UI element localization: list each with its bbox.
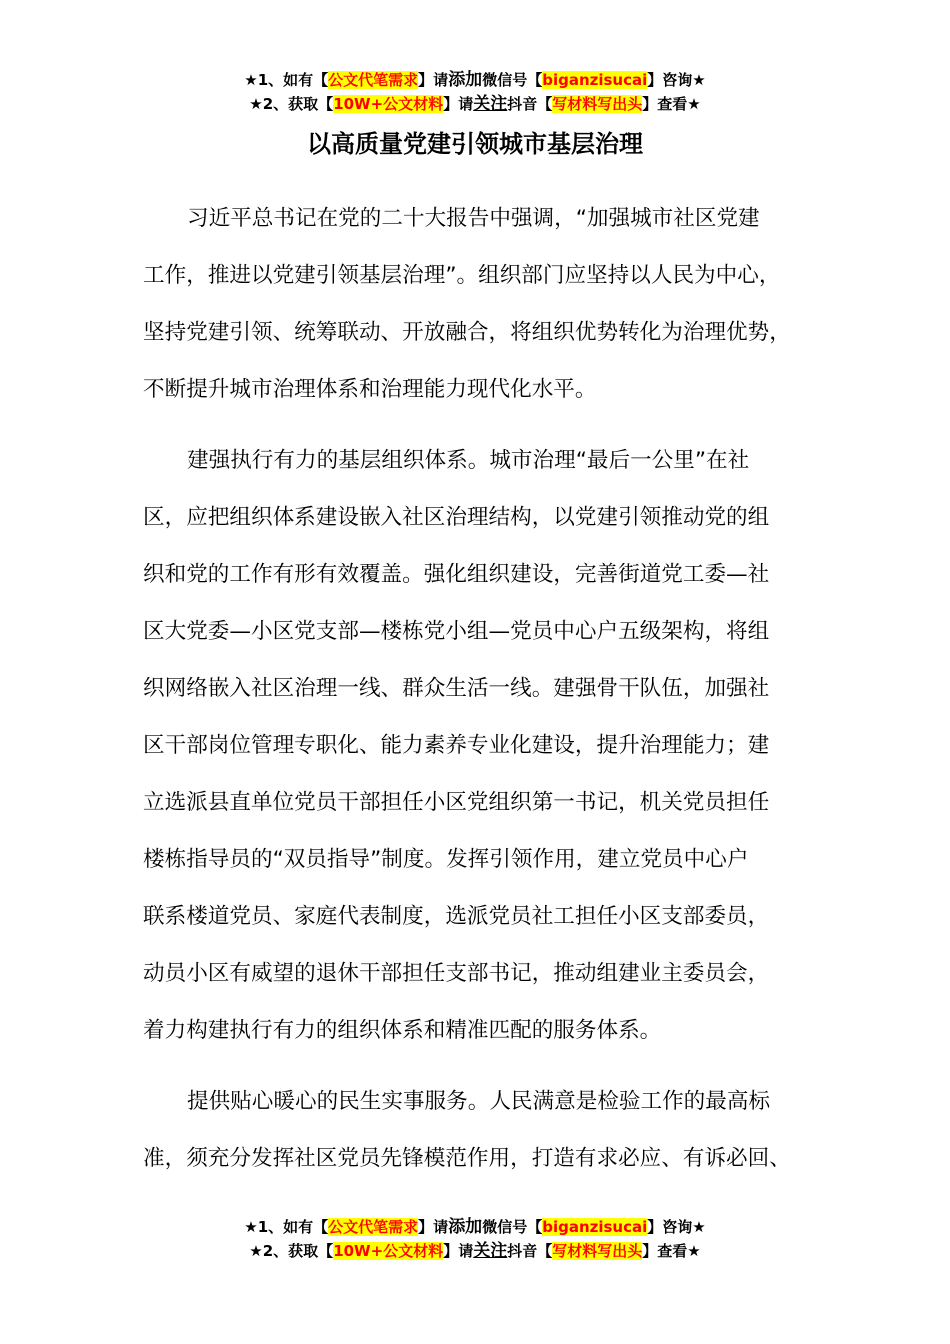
promo-text: ★1、如有【 (244, 1218, 329, 1236)
promo-text: ★2、获取【 (249, 1242, 334, 1260)
text-line: 工作，推进以党建引领基层治理”。组织部门应坚持以人民为中心， (143, 263, 781, 288)
promo-notice-top (0, 68, 950, 116)
promo-highlight: biganzisucai (542, 1218, 648, 1236)
promo-highlight: 写材料写出头 (552, 95, 643, 113)
promo-notice-bottom (0, 1215, 950, 1263)
promo-text: 】请 (418, 1218, 449, 1236)
text-line: 织和党的工作有形有效覆盖。强化组织建设，完善街道党工委—社 (143, 562, 770, 587)
text-line: 楼栋指导员的“双员指导”制度。发挥引领作用，建立党员中心户 (143, 847, 749, 872)
promo-text: 抖音【 (507, 95, 553, 113)
promo-emphasis: 添加 (448, 1217, 483, 1237)
text-line: 立选派县直单位党员干部担任小区党组织第一书记，机关党员担任 (143, 790, 770, 815)
promo-highlight: 公文代笔需求 (328, 1218, 419, 1236)
text-line: 建强执行有力的基层组织体系。城市治理“最后一公里”在社 (187, 448, 750, 473)
text-line: 不断提升城市治理体系和治理能力现代化水平。 (143, 377, 597, 402)
promo-emphasis: 添加 (448, 70, 483, 90)
text-line: 联系楼道党员、家庭代表制度，选派党员社工担任小区支部委员， (143, 904, 770, 929)
promo-highlight: 10W+公文材料 (333, 1242, 444, 1260)
paragraph (143, 190, 843, 418)
promo-line-1 (0, 1215, 950, 1239)
promo-highlight: 写材料写出头 (552, 1242, 643, 1260)
promo-text: 】咨询★ (647, 1218, 706, 1236)
promo-text: 微信号【 (482, 1218, 543, 1236)
text-line: 区大党委—小区党支部—楼栋党小组—党员中心户五级架构，将组 (143, 619, 770, 644)
document-title: 以高质量党建引领城市基层治理 (307, 130, 643, 158)
promo-text: 】请 (443, 1242, 474, 1260)
promo-emphasis: 关注 (473, 1241, 508, 1261)
text-line: 区，应把组织体系建设嵌入社区治理结构，以党建引领推动党的组 (143, 505, 770, 530)
text-line: 准，须充分发挥社区党员先锋模范作用，打造有求必应、有诉必回、 (143, 1146, 791, 1171)
text-line: 织网络嵌入社区治理一线、群众生活一线。建强骨干队伍，加强社 (143, 676, 770, 701)
text-line: 提供贴心暖心的民生实事服务。人民满意是检验工作的最高标 (187, 1089, 771, 1114)
text-line: 着力构建执行有力的组织体系和精准匹配的服务体系。 (143, 1018, 662, 1043)
promo-text: 】咨询★ (647, 71, 706, 89)
promo-line-2 (0, 1239, 950, 1263)
document-body (143, 190, 843, 1201)
paragraph (143, 1073, 843, 1187)
text-line: 区干部岗位管理专职化、能力素养专业化建设，提升治理能力；建 (143, 733, 770, 758)
text-line: 动员小区有威望的退休干部担任支部书记，推动组建业主委员会， (143, 961, 770, 986)
promo-text: ★2、获取【 (249, 95, 334, 113)
promo-line-1 (0, 68, 950, 92)
promo-text: 抖音【 (507, 1242, 553, 1260)
promo-highlight: 公文代笔需求 (328, 71, 419, 89)
text-line: 坚持党建引领、统筹联动、开放融合，将组织优势转化为治理优势， (143, 320, 791, 345)
promo-text: 】请 (418, 71, 449, 89)
text-line: 习近平总书记在党的二十大报告中强调，“加强城市社区党建 (187, 206, 760, 231)
promo-text: 微信号【 (482, 71, 543, 89)
promo-highlight: biganzisucai (542, 71, 648, 89)
promo-highlight: 10W+公文材料 (333, 95, 444, 113)
promo-line-2 (0, 92, 950, 116)
promo-text: ★1、如有【 (244, 71, 329, 89)
promo-text: 】请 (443, 95, 474, 113)
paragraph (143, 432, 843, 1059)
promo-emphasis: 关注 (473, 94, 508, 114)
promo-text: 】查看★ (642, 95, 701, 113)
promo-text: 】查看★ (642, 1242, 701, 1260)
